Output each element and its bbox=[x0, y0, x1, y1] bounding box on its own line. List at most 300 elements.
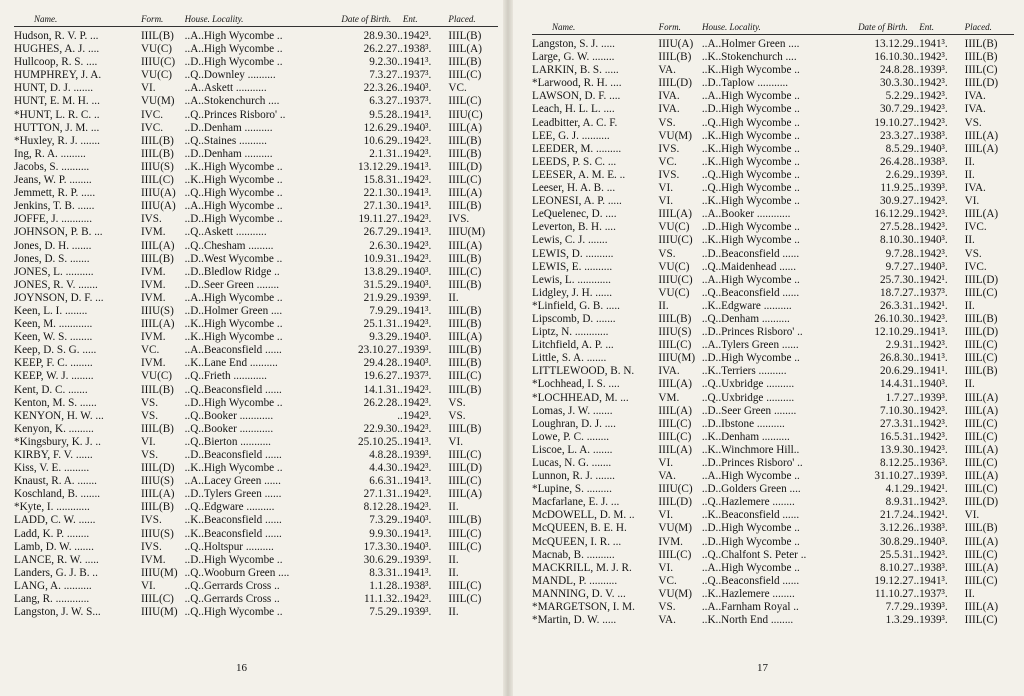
register-row bbox=[532, 208, 1014, 221]
register-row bbox=[532, 274, 1014, 287]
date-of-birth-cell: 4.4.30.. bbox=[369, 462, 403, 475]
placed-cell: IIIL(A) bbox=[964, 208, 999, 221]
entry-cell: 1938³. bbox=[919, 155, 948, 168]
form-cell: IIIU(C) bbox=[658, 234, 693, 247]
register-row bbox=[532, 483, 1014, 496]
form-cell: IVS. bbox=[658, 168, 680, 181]
placed-cell: IIIL(D) bbox=[448, 160, 482, 173]
house-locality-cell: ..K..High Wycombe .. bbox=[184, 160, 283, 173]
house-locality-cell: ..K..North End ........ bbox=[701, 614, 794, 627]
form-cell: IVA. bbox=[658, 103, 680, 116]
student-name: Jacobs, S. .......... bbox=[14, 160, 90, 173]
date-of-birth-cell: 5.2.29.. bbox=[885, 90, 920, 103]
date-of-birth-cell: 12.10.29.. bbox=[874, 326, 920, 339]
form-cell: IIIL(C) bbox=[658, 417, 692, 430]
form-cell: IIIL(B) bbox=[140, 422, 174, 435]
date-of-birth-cell: 26.10.30.. bbox=[874, 312, 920, 325]
register-row bbox=[14, 488, 498, 501]
placed-cell: IIIL(B) bbox=[964, 522, 998, 535]
form-cell: IIIL(C) bbox=[658, 430, 692, 443]
date-of-birth-cell: 21.7.24.. bbox=[880, 509, 920, 522]
date-of-birth-cell: 1.3.29.. bbox=[885, 614, 920, 627]
house-locality-cell: ..Q..Chesham ......... bbox=[184, 239, 274, 252]
form-cell: IIIL(A) bbox=[658, 378, 692, 391]
house-locality-cell: ..Q..Askett ........... bbox=[184, 226, 267, 239]
student-name: Macnab, B. .......... bbox=[532, 548, 615, 561]
placed-cell: IIIL(C) bbox=[448, 579, 482, 592]
form-cell: VS. bbox=[658, 116, 676, 129]
house-locality-cell: ..K..High Wycombe .. bbox=[701, 155, 800, 168]
form-cell: VI. bbox=[658, 561, 674, 574]
form-cell: IIIU(M) bbox=[140, 566, 178, 579]
placed-cell: IIIU(M) bbox=[448, 226, 486, 239]
student-name: LEEDS, P. S. C. ... bbox=[532, 155, 617, 168]
entry-cell: 1942³. bbox=[919, 548, 948, 561]
register-row bbox=[532, 601, 1014, 614]
placed-cell: IIIL(B) bbox=[448, 134, 482, 147]
register-row bbox=[532, 378, 1014, 391]
date-of-birth-cell: 11.1.32.. bbox=[364, 593, 403, 606]
entry-cell: 1941³. bbox=[402, 108, 432, 121]
column-header-row bbox=[532, 22, 1014, 35]
placed-cell: II. bbox=[964, 587, 975, 600]
placed-cell: IIIL(B) bbox=[448, 383, 482, 396]
student-name: Leadbitter, A. C. F. bbox=[532, 116, 618, 129]
house-locality-cell: ..A..High Wycombe .. bbox=[184, 43, 283, 56]
entry-cell: 1939³. bbox=[402, 553, 432, 566]
entry-cell: 1938³. bbox=[919, 561, 948, 574]
house-locality-cell: ..Q..Booker ............ bbox=[184, 409, 274, 422]
student-name: Jeans, W. P. ........ bbox=[14, 174, 92, 187]
placed-cell: IIIL(C) bbox=[964, 614, 998, 627]
house-locality-cell: ..Q..Princes Risboro' .. bbox=[184, 108, 286, 121]
form-cell: IIIU(S) bbox=[140, 527, 174, 540]
register-row bbox=[14, 449, 498, 462]
student-name: Ladd, K. P. ........ bbox=[14, 527, 90, 540]
form-cell: VI. bbox=[658, 457, 674, 469]
register-row bbox=[532, 248, 1014, 261]
placed-cell: IIIL(B) bbox=[448, 422, 482, 435]
form-cell: VS. bbox=[658, 601, 676, 614]
form-cell: IIIU(S) bbox=[140, 160, 174, 173]
register-row bbox=[532, 90, 1014, 103]
register-row bbox=[532, 313, 1014, 326]
entry-cell: 1939³. bbox=[919, 391, 948, 404]
entry-cell: 1942³. bbox=[402, 30, 432, 42]
column-header-row bbox=[14, 14, 498, 27]
register-row bbox=[532, 509, 1014, 522]
entry-cell: 1942³. bbox=[402, 462, 432, 475]
placed-cell: IIIL(D) bbox=[964, 326, 999, 339]
entry-cell: 1942³. bbox=[402, 147, 432, 160]
student-name: *LOCHHEAD, M. ... bbox=[532, 391, 629, 404]
form-cell: IIIU(C) bbox=[140, 56, 176, 69]
date-of-birth-cell: 14.1.31.. bbox=[363, 383, 403, 396]
date-of-birth-cell: 9.7.28.. bbox=[885, 247, 920, 260]
entry-cell: 1942³. bbox=[402, 593, 432, 606]
placed-cell: IIIL(C) bbox=[964, 286, 998, 299]
form-cell: IIIL(A) bbox=[140, 318, 175, 331]
register-row bbox=[532, 444, 1014, 457]
house-locality-cell: ..D..High Wycombe .. bbox=[184, 396, 283, 409]
date-of-birth-cell: 9.3.29.. bbox=[369, 331, 403, 344]
house-locality-cell: ..K..Beaconsfield ...... bbox=[184, 514, 282, 527]
entry-cell: 1941³. bbox=[402, 435, 432, 448]
placed-cell: VS. bbox=[448, 409, 466, 422]
placed-cell: IIIL(C) bbox=[964, 483, 998, 496]
house-locality-cell: ..Q..Wooburn Green .... bbox=[184, 566, 290, 579]
register-row bbox=[532, 418, 1014, 431]
register-row bbox=[532, 51, 1014, 64]
date-of-birth-cell: 31.5.29.. bbox=[363, 278, 403, 291]
register-row bbox=[14, 226, 498, 239]
entry-cell: 1942¹. bbox=[919, 509, 948, 522]
form-cell: VA. bbox=[658, 614, 676, 627]
entry-cell: 1941³. bbox=[919, 326, 948, 339]
house-locality-cell: ..D..Seer Green ........ bbox=[701, 404, 797, 417]
student-name: KEEP, W. J. ........ bbox=[14, 370, 94, 383]
date-of-birth-cell: 9.5.28.. bbox=[369, 108, 403, 121]
house-locality-cell: ..A..Farnham Royal .. bbox=[701, 601, 799, 614]
register-row bbox=[532, 261, 1014, 274]
header-ent: Ent. bbox=[919, 22, 934, 32]
form-cell: IVS. bbox=[140, 514, 162, 527]
form-cell: IIIL(B) bbox=[658, 312, 692, 325]
house-locality-cell: ..A..High Wycombe .. bbox=[701, 273, 800, 286]
house-locality-cell: ..K..High Wycombe .. bbox=[701, 234, 800, 247]
entry-cell: 1941³. bbox=[402, 200, 432, 213]
date-of-birth-cell: .. bbox=[397, 409, 403, 422]
placed-cell: IIIL(B) bbox=[448, 318, 482, 331]
header-placed: Placed. bbox=[964, 22, 992, 32]
student-name: Landers, G. J. B. .. bbox=[14, 566, 98, 579]
placed-cell: IIIU(C) bbox=[448, 108, 483, 121]
student-name: JOYNSON, D. F. ... bbox=[14, 291, 104, 304]
placed-cell: IIIL(B) bbox=[448, 200, 482, 213]
entry-cell: 1942³. bbox=[919, 404, 948, 417]
date-of-birth-cell: 21.9.29.. bbox=[363, 291, 403, 304]
student-name: Jones, D. S. ....... bbox=[14, 252, 90, 265]
form-cell: VU(C) bbox=[658, 286, 690, 299]
form-cell: VS. bbox=[140, 396, 159, 409]
house-locality-cell: ..K..Denham .......... bbox=[701, 430, 790, 443]
placed-cell: IIIL(B) bbox=[448, 304, 482, 317]
student-name: Jones, D. H. ....... bbox=[14, 239, 92, 252]
form-cell: VI. bbox=[658, 509, 674, 522]
entry-cell: 1940³. bbox=[402, 121, 432, 134]
entry-cell: 1939³. bbox=[402, 449, 432, 461]
placed-cell: IVC. bbox=[964, 260, 987, 273]
house-locality-cell: ..A..High Wycombe .. bbox=[184, 291, 283, 304]
placed-cell: II. bbox=[964, 155, 975, 168]
placed-cell: II. bbox=[964, 299, 975, 312]
entry-cell: 1939³. bbox=[402, 344, 432, 357]
entry-cell: 1939³. bbox=[919, 470, 948, 483]
register-row bbox=[532, 549, 1014, 562]
entry-cell: 1942³. bbox=[919, 339, 948, 352]
register-row bbox=[532, 522, 1014, 535]
placed-cell: IIIL(A) bbox=[964, 561, 999, 574]
student-name: Jemmett, R. P. ..... bbox=[14, 187, 96, 200]
placed-cell: IIIL(C) bbox=[964, 548, 998, 561]
register-row bbox=[532, 562, 1014, 575]
register-row bbox=[14, 475, 498, 488]
student-name: HUGHES, A. J. .... bbox=[14, 43, 100, 56]
form-cell: IIIL(C) bbox=[658, 339, 692, 352]
student-name: LEONESI, A. P. ..... bbox=[532, 195, 622, 208]
house-locality-cell: ..D..High Wycombe .. bbox=[701, 103, 800, 116]
house-locality-cell: ..K..High Wycombe .. bbox=[184, 462, 283, 475]
placed-cell: IIIL(B) bbox=[448, 278, 482, 291]
student-name: Keep, D. S. G. ..... bbox=[14, 344, 97, 357]
house-locality-cell: ..D..High Wycombe .. bbox=[701, 221, 800, 234]
entry-cell: 1941¹. bbox=[919, 365, 948, 378]
placed-cell: VC. bbox=[448, 82, 467, 95]
house-locality-cell: ..D..High Wycombe .. bbox=[701, 352, 800, 365]
date-of-birth-cell: 30.9.27.. bbox=[880, 195, 920, 208]
register-row bbox=[532, 182, 1014, 195]
register-row bbox=[14, 370, 498, 383]
date-of-birth-cell: 19.11.27.. bbox=[358, 213, 403, 226]
form-cell: VC. bbox=[658, 155, 677, 168]
placed-cell: IIIL(B) bbox=[448, 357, 482, 370]
house-locality-cell: ..K..High Wycombe .. bbox=[701, 142, 800, 155]
student-name: *Kyte, I. ............ bbox=[14, 501, 90, 514]
house-locality-cell: ..Q..Staines .......... bbox=[184, 134, 267, 147]
student-name: *Kingsbury, K. J. .. bbox=[14, 435, 101, 448]
form-cell: IVM. bbox=[140, 278, 166, 291]
house-locality-cell: ..Q..Frieth ............ bbox=[184, 370, 267, 383]
date-of-birth-cell: 8.10.27.. bbox=[880, 561, 920, 574]
date-of-birth-cell: 26.7.29.. bbox=[363, 226, 403, 239]
register-row bbox=[532, 77, 1014, 90]
date-of-birth-cell: 14.4.31.. bbox=[880, 378, 920, 391]
student-name: *HUNT, L. R. C. .. bbox=[14, 108, 100, 121]
house-locality-cell: ..D..Tylers Green ...... bbox=[184, 488, 282, 501]
date-of-birth-cell: 25.7.30.. bbox=[880, 273, 920, 286]
form-cell: VU(C) bbox=[140, 69, 173, 82]
form-cell: VC. bbox=[658, 574, 677, 587]
entry-cell: 1939³. bbox=[919, 168, 948, 181]
form-cell: IVA. bbox=[658, 365, 680, 378]
right-page bbox=[512, 0, 1024, 696]
form-cell: IVM. bbox=[140, 265, 166, 278]
student-name: LEWIS, D. .......... bbox=[532, 247, 614, 260]
entry-cell: 1942³. bbox=[402, 174, 432, 187]
entry-cell: 1939³. bbox=[402, 291, 432, 304]
date-of-birth-cell: 19.6.27.. bbox=[363, 370, 403, 383]
register-row bbox=[532, 352, 1014, 365]
placed-cell: IIIL(A) bbox=[964, 470, 999, 483]
form-cell: IIIL(C) bbox=[658, 548, 692, 561]
student-name: *Linfield, G. B. ..... bbox=[532, 299, 620, 312]
register-row bbox=[532, 300, 1014, 313]
house-locality-cell: ..Q..Holtspur .......... bbox=[184, 540, 274, 553]
register-row bbox=[14, 56, 498, 69]
form-cell: VU(M) bbox=[658, 129, 692, 142]
student-name: Large, G. W. ........ bbox=[532, 51, 615, 64]
entry-cell: 1941³. bbox=[402, 56, 432, 69]
date-of-birth-cell: 26.8.30.. bbox=[880, 352, 920, 365]
house-locality-cell: ..Q..Gerrards Cross .. bbox=[184, 579, 280, 592]
register-row bbox=[14, 514, 498, 527]
house-locality-cell: ..D..Denham .......... bbox=[184, 147, 273, 160]
register-row bbox=[532, 103, 1014, 116]
house-locality-cell: ..A..High Wycombe .. bbox=[701, 561, 800, 574]
register-row bbox=[14, 541, 498, 554]
student-name: MANNING, D. V. ... bbox=[532, 587, 626, 600]
form-cell: VU(M) bbox=[658, 522, 692, 535]
date-of-birth-cell: 8.5.29.. bbox=[885, 142, 920, 155]
placed-cell: IIIL(C) bbox=[448, 174, 482, 187]
form-cell: IIIU(A) bbox=[140, 187, 176, 200]
page-number: 16 bbox=[236, 662, 247, 674]
entry-cell: 1942³. bbox=[919, 103, 948, 116]
entry-cell: 1942³. bbox=[402, 501, 432, 514]
header-form: Form. bbox=[658, 22, 681, 32]
placed-cell: IIIL(B) bbox=[448, 56, 482, 69]
student-name: Ing, R. A. ......... bbox=[14, 147, 86, 160]
form-cell: IIIL(A) bbox=[658, 404, 692, 417]
house-locality-cell: ..D..Denham .......... bbox=[184, 121, 273, 134]
header-name: Name. bbox=[552, 22, 576, 32]
register-row bbox=[532, 326, 1014, 339]
placed-cell: IIIL(D) bbox=[448, 462, 482, 475]
register-row bbox=[14, 122, 498, 135]
date-of-birth-cell: 30.3.30.. bbox=[880, 77, 920, 90]
student-name: Kenyon, K. ......... bbox=[14, 422, 94, 435]
placed-cell: IIIL(C) bbox=[448, 540, 482, 553]
form-cell: IVC. bbox=[140, 108, 164, 121]
student-name: LEWIS, E. .......... bbox=[532, 260, 613, 273]
entry-cell: 1941³. bbox=[919, 352, 948, 365]
date-of-birth-cell: 7.7.29.. bbox=[885, 601, 920, 614]
form-cell: IIIU(S) bbox=[140, 304, 174, 317]
placed-cell: VS. bbox=[964, 116, 982, 129]
date-of-birth-cell: 2.6.30.. bbox=[369, 239, 403, 252]
register-row bbox=[532, 169, 1014, 182]
form-cell: VS. bbox=[140, 409, 159, 422]
entry-cell: 1939³. bbox=[919, 614, 948, 627]
student-name: Langston, S. J. ..... bbox=[532, 38, 615, 50]
student-name: Lewis, L. ............ bbox=[532, 273, 611, 286]
student-name: *Huxley, R. J. ....... bbox=[14, 134, 100, 147]
date-of-birth-cell: 7.3.29.. bbox=[369, 514, 403, 527]
entry-cell: 1942³. bbox=[919, 417, 948, 430]
date-of-birth-cell: 29.4.28.. bbox=[363, 357, 403, 370]
student-name: LADD, C. W. ...... bbox=[14, 514, 96, 527]
register-row bbox=[532, 64, 1014, 77]
house-locality-cell: ..D..Bledlow Ridge .. bbox=[184, 265, 280, 278]
placed-cell: II. bbox=[448, 291, 459, 304]
form-cell: IIIL(B) bbox=[140, 501, 174, 514]
entry-cell: 1942³. bbox=[919, 312, 948, 325]
form-cell: IIIU(C) bbox=[658, 273, 693, 286]
register-row bbox=[14, 69, 498, 82]
entry-cell: 1937³. bbox=[402, 95, 432, 108]
house-locality-cell: ..K..Terriers .......... bbox=[701, 365, 787, 378]
date-of-birth-cell: 23.3.27.. bbox=[880, 129, 920, 142]
register-row bbox=[14, 43, 498, 56]
house-locality-cell: ..K..High Wycombe .. bbox=[184, 174, 283, 187]
house-locality-cell: ..D..High Wycombe .. bbox=[184, 56, 283, 69]
entry-cell: 1942³. bbox=[919, 195, 948, 208]
placed-cell: IIIL(C) bbox=[964, 430, 998, 443]
student-name: McDOWELL, D. M. .. bbox=[532, 509, 635, 522]
student-name: LEEDER, M. ......... bbox=[532, 142, 622, 155]
student-name: HUNT, D. J. ....... bbox=[14, 82, 94, 95]
student-name: Langston, J. W. S... bbox=[14, 606, 101, 619]
header-form: Form. bbox=[141, 14, 164, 24]
student-name: *Larwood, R. H. .... bbox=[532, 77, 622, 90]
entry-cell: 1942³. bbox=[402, 318, 432, 331]
date-of-birth-cell: 26.3.31.. bbox=[880, 299, 920, 312]
date-of-birth-cell: 16.5.31.. bbox=[880, 430, 920, 443]
student-name: Kenton, M. S. ...... bbox=[14, 396, 97, 409]
date-of-birth-cell: 27.3.31.. bbox=[880, 417, 920, 430]
house-locality-cell: ..D..Princes Risboro' .. bbox=[701, 457, 803, 469]
date-of-birth-cell: 7.10.30.. bbox=[880, 404, 920, 417]
form-cell: IVA. bbox=[658, 90, 680, 103]
placed-cell: IIIL(B) bbox=[448, 147, 482, 160]
student-name: *MARGETSON, I. M. bbox=[532, 601, 635, 614]
house-locality-cell: ..Q..Uxbridge .......... bbox=[701, 391, 795, 404]
register-row bbox=[14, 187, 498, 200]
student-name: JOHNSON, P. B. ... bbox=[14, 226, 103, 239]
house-locality-cell: ..Q..High Wycombe .. bbox=[184, 187, 283, 200]
date-of-birth-cell: 18.7.27.. bbox=[880, 286, 920, 299]
placed-cell: IVC. bbox=[964, 221, 987, 234]
date-of-birth-cell: 12.6.29.. bbox=[363, 121, 403, 134]
placed-cell: IVA. bbox=[964, 103, 986, 116]
entry-cell: 1942³. bbox=[402, 488, 432, 501]
placed-cell: IIIL(A) bbox=[964, 142, 999, 155]
entry-cell: 1942³. bbox=[919, 496, 948, 509]
house-locality-cell: ..A..Holmer Green .... bbox=[701, 38, 800, 50]
student-name: MANDL, P. .......... bbox=[532, 574, 618, 587]
form-cell: IIIL(B) bbox=[140, 383, 174, 396]
placed-cell: IIIL(C) bbox=[964, 339, 998, 352]
date-of-birth-cell: 3.12.26.. bbox=[880, 522, 920, 535]
student-name: *Martin, D. W. ..... bbox=[532, 614, 617, 627]
house-locality-cell: ..A..High Wycombe .. bbox=[184, 200, 283, 213]
register-row bbox=[532, 143, 1014, 156]
house-locality-cell: ..A..High Wycombe .. bbox=[701, 90, 800, 103]
entry-cell: 1942³. bbox=[919, 90, 948, 103]
register-row bbox=[14, 82, 498, 95]
register-row bbox=[532, 575, 1014, 588]
form-cell: IIIU(A) bbox=[658, 38, 694, 50]
student-name: Knaust, R. A. ....... bbox=[14, 475, 97, 488]
placed-cell: IIIL(A) bbox=[448, 488, 482, 501]
form-cell: IVS. bbox=[140, 213, 162, 226]
house-locality-cell: ..Q..Maidenhead ...... bbox=[701, 260, 797, 273]
date-of-birth-cell: 9.2.30.. bbox=[369, 56, 403, 69]
entry-cell: 1941³. bbox=[402, 475, 432, 488]
placed-cell: II. bbox=[448, 606, 459, 619]
placed-cell: IIIL(C) bbox=[448, 370, 482, 383]
house-locality-cell: ..D..Golders Green .... bbox=[701, 483, 801, 496]
student-name: HUTTON, J. M. ... bbox=[14, 121, 100, 134]
placed-cell: IIIL(C) bbox=[964, 574, 998, 587]
register-row bbox=[14, 318, 498, 331]
register-row bbox=[14, 528, 498, 541]
form-cell: IIIL(A) bbox=[658, 443, 692, 456]
form-cell: II. bbox=[658, 299, 669, 312]
date-of-birth-cell: 8.9.31.. bbox=[885, 496, 920, 509]
register-row bbox=[14, 567, 498, 580]
form-cell: VM. bbox=[658, 391, 680, 404]
